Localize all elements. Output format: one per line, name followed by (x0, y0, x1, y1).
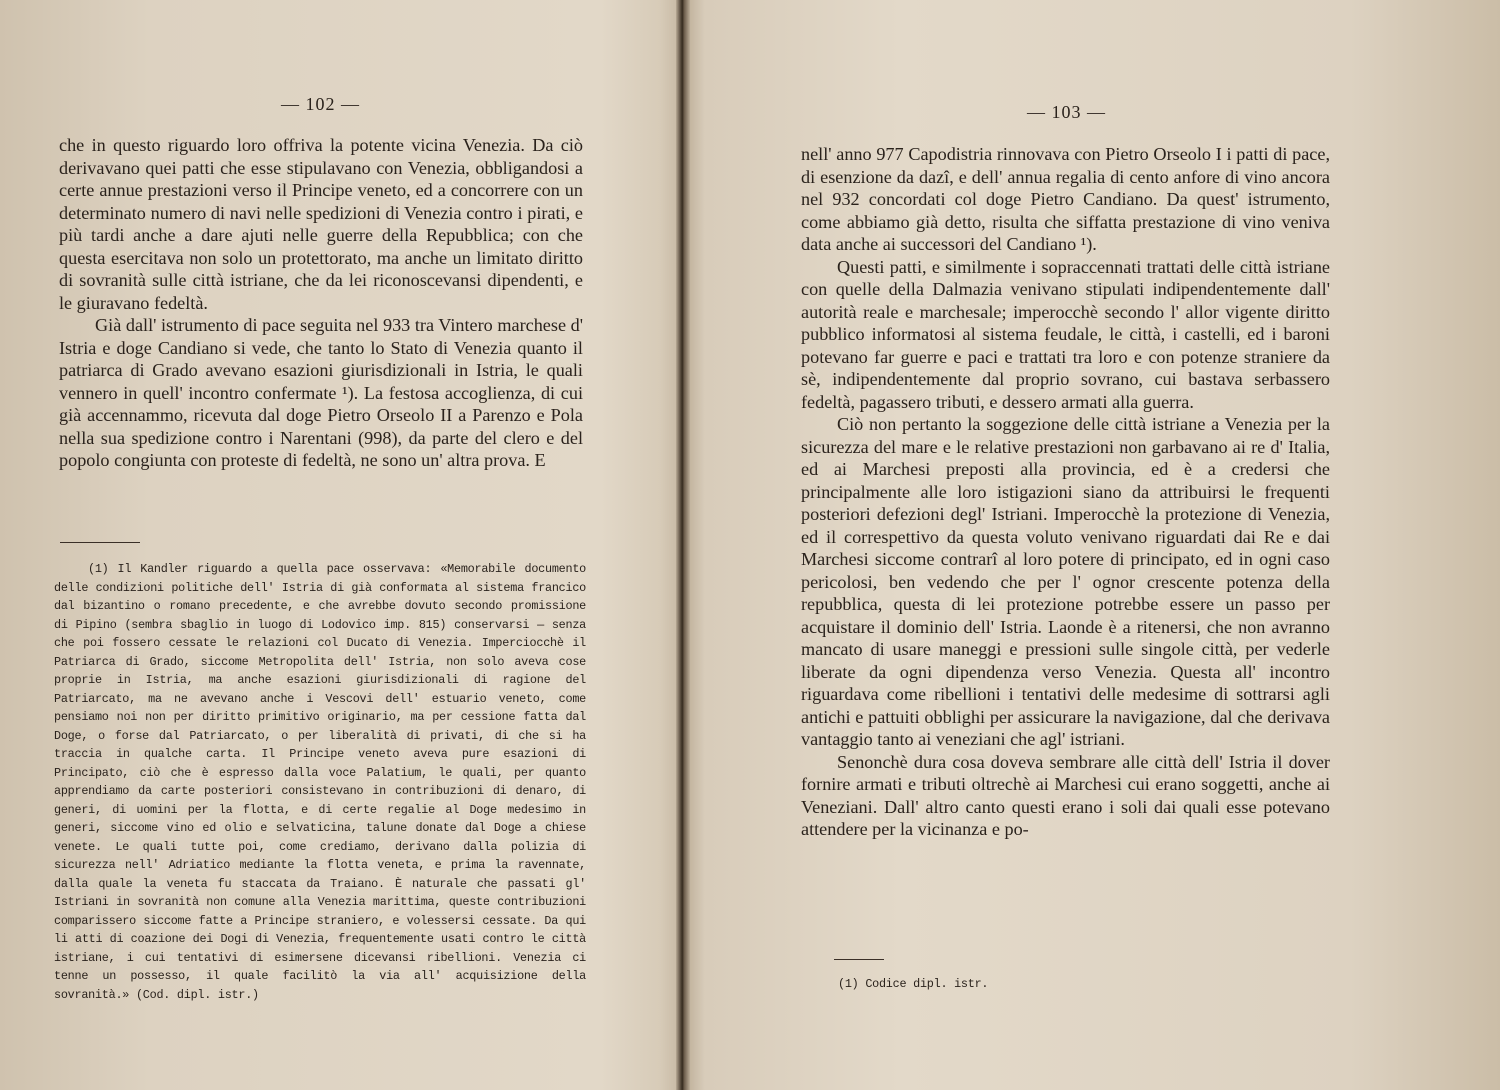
right-paragraph-2: Questi patti, e similmente i sopraccennati trattati delle città istriane con quelle della Dalmazia venivano stipulati indipendentemente dall' autorità reale e marchesale; imperocchè secondo l' allor vigente diritto pubblico informatosi al sistema feudale, le città, i castelli, ed i baroni potevano far guerre e paci e trattati tra loro e con potenze straniere da sè, indipendentemente dal proprio sovrano, cui bastava serbassero fedeltà, pagassero tributi, e dessero armati alla guerra. (801, 256, 1330, 412)
right-body-text (801, 143, 1330, 841)
left-paragraph-1: che in questo riguardo loro offriva la potente vicina Venezia. Da ciò derivavano quei patti che esse stipulavano con Venezia, obbligandosi a certe annue prestazioni verso il Principe veneto, ed a concorrere con un determinato numero di navi nelle spedizioni di Venezia contro i pirati, e più tardi anche a dare ajuti nelle guerre della Repubblica; con che questa esercitava non solo un protettorato, ma anche un limitato diritto di sovranità sulle città istriane, che da lei riconoscevansi dipendenti, e le giuravano fedeltà. (59, 135, 583, 313)
left-paragraph-2: Già dall' istrumento di pace seguita nel 933 tra Vintero marchese d' Istria e doge Candiano si vede, che tanto lo Stato di Venezia quanto il patriarca di Grado avevano esazioni giurisdizionali in Istria, le quali vennero in quell' incontro confermate ¹). La festosa accoglienza, di cui già accennammo, ricevuta dal doge Pietro Orseolo II a Parenzo e Pola nella sua spedizione contro i Narentani (998), da parte del clero e del popolo congiunta con proteste di fedeltà, ne sono un' altra prova. E (59, 315, 583, 470)
left-body-text (59, 134, 583, 472)
page-number-right: — 103 — (1027, 102, 1106, 122)
right-paragraph-3: Ciò non pertanto la soggezione delle città istriane a Venezia per la sicurezza del mare e le relative prestazioni non garbavano ai re d' Italia, ed ai Marchesi preposti alla provincia, ed è a credersi che principalmente alle loro istigazioni siano da attribuirsi le frequenti posteriori defezioni degl' Istriani. Imperocchè la protezione di Venezia, ed il correspettivo da questa voluto venivano riguardati dai Re e dai Marchesi siccome contrarî al loro potere di principato, ed in ogni caso pericolosi, ben vedendo che per l' ognor crescente potenza della repubblica, questa di lei protezione potrebbe essere un passo per acquistare il dominio dell' Istria. Laonde è a ritenersi, che non avranno mancato di usare maneggi e pressioni sulle singole città, per vederle liberate da ogni dipendenza verso Venezia. Questa all' incontro riguardava come ribellioni i tentativi delle medesime di sottrarsi agli antichi e pattuiti obblighi per assicurare la navigazione, dal che derivava vantaggio tanto ai veneziani che agl' istriani. (801, 414, 1330, 749)
footnote-separator-right (834, 959, 884, 960)
right-paragraph-1: nell' anno 977 Capodistria rinnovava con Pietro Orseolo I i patti di pace, di esenzione da dazî, e dell' annua regalia di cento anfore di vino ancora nel 932 concordati col doge Pietro Candiano. Da quest' istrumento, come abbiamo già detto, risulta che siffatta prestazione di vino veniva data anche ai successori del Candiano ¹). (801, 144, 1330, 254)
right-footnote-1: (1) Codice dipl. istr. (838, 977, 989, 991)
right-footnote (838, 975, 1138, 994)
right-page (690, 0, 1500, 1090)
left-footnote-1: (1) Il Kandler riguardo a quella pace osservava: «Memorabile documento delle condizioni politiche dell' Istria di già conformata al sistema francico dal bizantino o romano precedente, e che avrebbe dovuto secondo promissione di Pipino (sembra sbaglio in luogo di Lodovico imp. 815) conservarsi — senza che poi fossero cessate le relazioni col Ducato di Venezia. Imperciocchè il Patriarca di Grado, siccome Metropolita dell' Istria, non solo aveva cose proprie in Istria, ma anche esazioni giurisdizionali di ragione del Patriarcato, ma ne avevano anche i Vescovi dell' estuario veneto, come pensiamo noi non per diritto primitivo originario, ma per cessione fatta dal Doge, o forse dal Patriarcato, o per liberalità di privati, di che si ha traccia in qualche carta. Il Principe veneto aveva pure esazioni di Principato, ciò che è espresso dalla voce Palatium, le quali, per quanto apprendiamo da carte posteriori consistevano in contribuzioni di denaro, di generi, di uomini per la flotta, e di certe regalie al Doge medesimo in generi, siccome vino ed olio e selvaticina, talune donate dal Doge a chiese venete. Le quali tutte poi, come crediamo, derivano dalla polizia di sicurezza nell' Adriatico mediante la flotta veneta, e prima la ravennate, dalla quale la veneta fu staccata da Traiano. È naturale che passati gl' Istriani in sovranità non comune alla Venezia marittima, queste contribuzioni comparissero siccome fatte a Principe straniero, e volessersi cessate. Da qui li atti di coazione dei Dogi di Venezia, frequentemente usati contro le città istriane, i cui tentativi di esimersene dicevansi ribellioni. Venezia ci tenne un possesso, il quale facilitò la via all' acquisizione della sovranità.» (Cod. dipl. istr.) (54, 562, 586, 1002)
page-number-left: — 102 — (281, 94, 360, 114)
left-page (0, 0, 676, 1090)
book-gutter (676, 0, 690, 1090)
right-paragraph-4: Senonchè dura cosa doveva sembrare alle città dell' Istria il dover fornire armati e tributi oltrechè ai Marchesi cui erano soggetti, anche ai Veneziani. Dall' altro canto questi erano i soli dai quali esse potevano attendere per la vicinanza e po- (801, 751, 1330, 839)
left-footnote (54, 560, 586, 1004)
footnote-separator-left (60, 542, 140, 543)
